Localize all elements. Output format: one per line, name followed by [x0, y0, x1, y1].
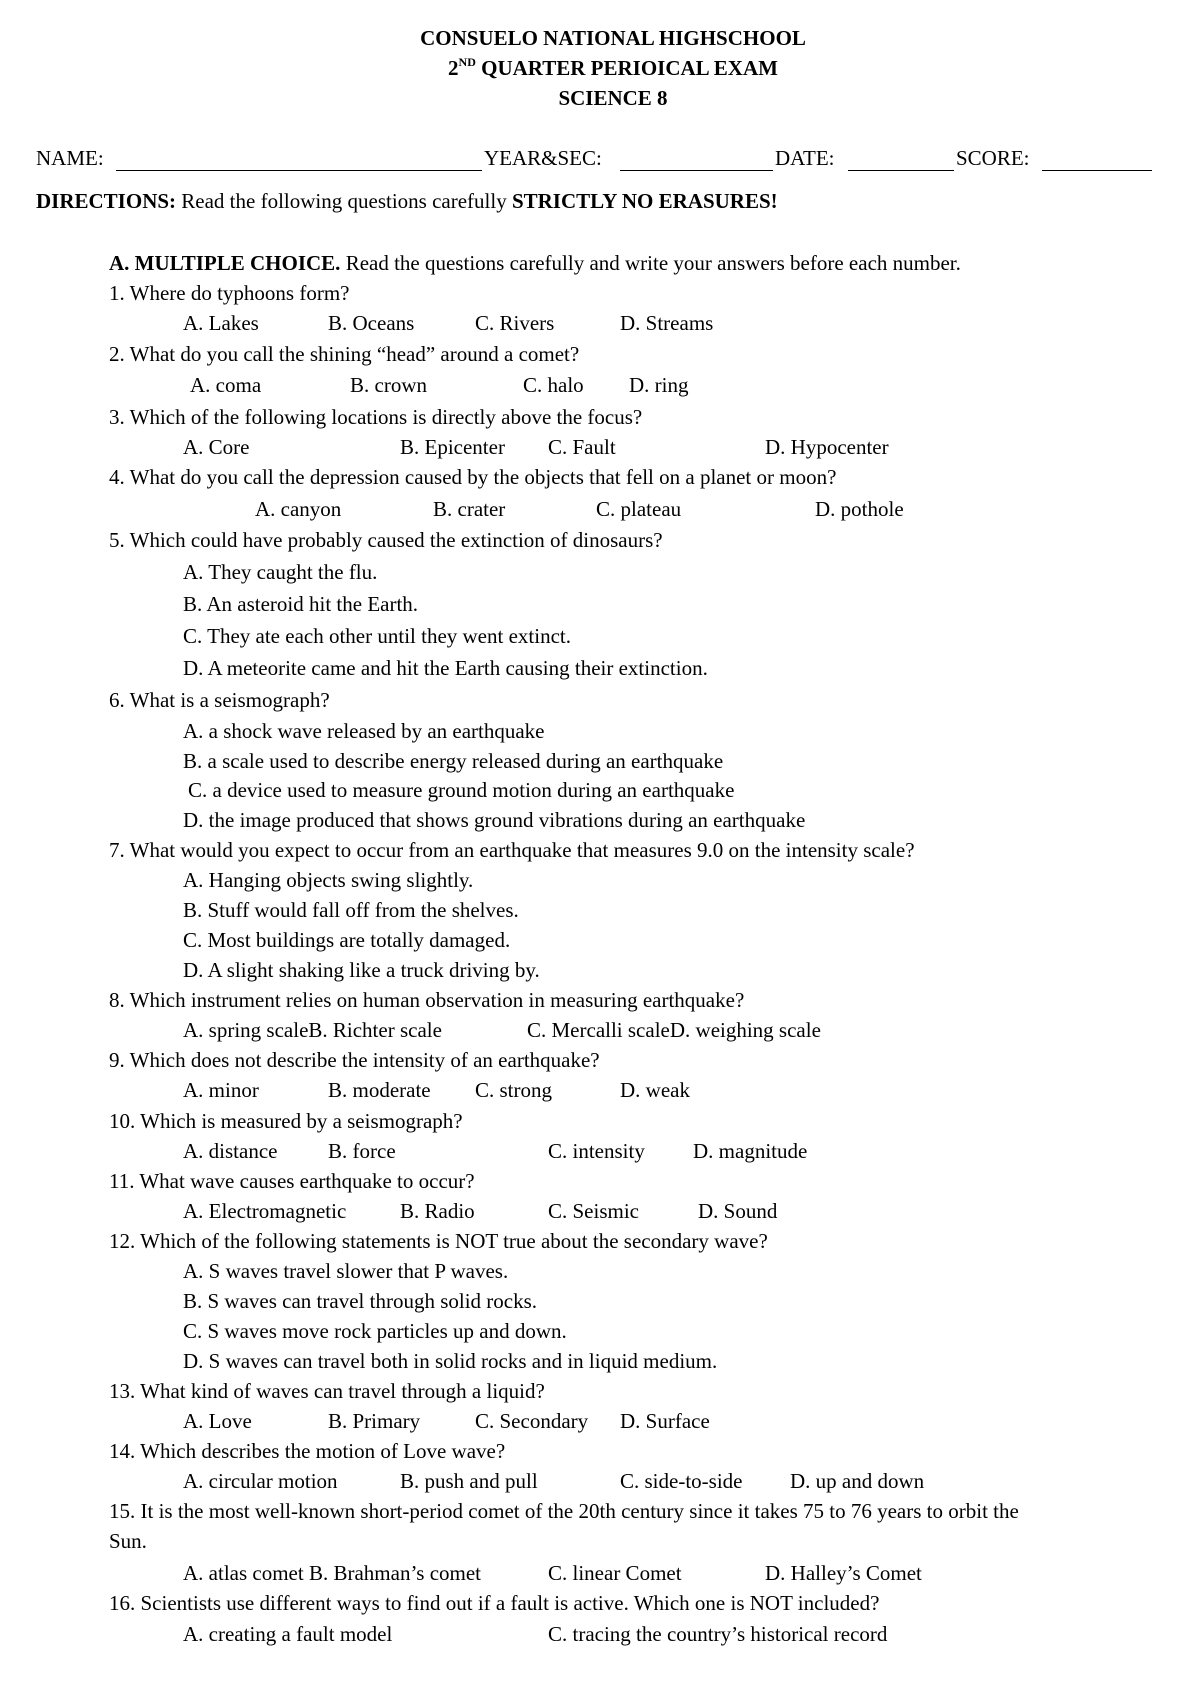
q7-option-a: A. Hanging objects swing slightly.	[183, 868, 474, 892]
question-16: 16. Scientists use different ways to find out if a fault is active. Which one is NOT included?	[109, 1591, 880, 1615]
q1-option-b: B. Oceans	[328, 311, 415, 335]
q3-option-d: D. Hypocenter	[765, 435, 889, 459]
q8-option-d: D. weighing scale	[669, 1018, 821, 1042]
exam-title: 2ND QUARTER PERIOICAL EXAM	[448, 55, 778, 80]
q3-option-b: B. Epicenter	[400, 435, 505, 459]
q12-option-c: C. S waves move rock particles up and down.	[183, 1319, 567, 1343]
question-15-cont: Sun.	[109, 1529, 147, 1553]
question-6: 6. What is a seismograph?	[109, 688, 330, 712]
q10-option-c: C. intensity	[548, 1139, 645, 1163]
q15-option-b: B. Brahman’s comet	[308, 1561, 482, 1585]
q2-option-d: D. ring	[629, 373, 689, 397]
question-11: 11. What wave causes earthquake to occur?	[109, 1169, 475, 1193]
q6-option-c: C. a device used to measure ground motion during an earthquake	[188, 778, 735, 802]
q16-option-c: C. tracing the country’s historical record	[548, 1622, 888, 1646]
date-label: DATE:	[775, 146, 835, 170]
q11-option-a: A. Electromagnetic	[183, 1199, 347, 1223]
q8-option-c: C. Mercalli scaleD. weighing scale	[527, 1018, 821, 1042]
q15-option-c: C. linear Comet	[548, 1561, 682, 1585]
q13-option-d: D. Surface	[620, 1409, 710, 1433]
q5-option-c: C. They ate each other until they went extinct.	[183, 624, 571, 648]
q16-option-a: A. creating a fault model	[183, 1622, 393, 1646]
question-4: 4. What do you call the depression caused by the objects that fell on a planet or moon?	[109, 465, 837, 489]
q11-option-c: C. Seismic	[548, 1199, 640, 1223]
q5-option-d: D. A meteorite came and hit the Earth causing their extinction.	[183, 656, 708, 680]
question-5: 5. Which could have probably caused the extinction of dinosaurs?	[109, 528, 663, 552]
q10-option-b: B. force	[328, 1139, 396, 1163]
q2-option-a: A. coma	[190, 373, 262, 397]
question-13: 13. What kind of waves can travel through a liquid?	[109, 1379, 545, 1403]
question-3: 3. Which of the following locations is directly above the focus?	[109, 405, 643, 429]
score-line[interactable]	[1042, 170, 1152, 171]
q13-option-b: B. Primary	[328, 1409, 421, 1433]
q4-option-b: B. crater	[433, 497, 506, 521]
q9-option-b: B. moderate	[328, 1078, 431, 1102]
q3-option-c: C. Fault	[548, 435, 616, 459]
q13-option-c: C. Secondary	[475, 1409, 589, 1433]
q8-option-a: A. spring scaleB. Richter scale	[183, 1018, 442, 1042]
q12-option-d: D. S waves can travel both in solid rocks and in liquid medium.	[183, 1349, 718, 1373]
subject-title: SCIENCE 8	[558, 86, 668, 110]
q12-option-b: B. S waves can travel through solid rocks.	[183, 1289, 538, 1313]
q4-option-d: D. pothole	[815, 497, 904, 521]
question-10: 10. Which is measured by a seismograph?	[109, 1109, 463, 1133]
q14-option-c: C. side-to-side	[620, 1469, 743, 1493]
question-2: 2. What do you call the shining “head” around a comet?	[109, 342, 580, 366]
q10-option-a: A. distance	[183, 1139, 278, 1163]
q10-option-d: D. magnitude	[693, 1139, 808, 1163]
q14-option-d: D. up and down	[790, 1469, 925, 1493]
question-1: 1. Where do typhoons form?	[109, 281, 350, 305]
section-a-heading: A. MULTIPLE CHOICE. Read the questions carefully and write your answers before each number.	[109, 251, 961, 275]
q13-option-a: A. Love	[183, 1409, 252, 1433]
q15-option-d: D. Halley’s Comet	[765, 1561, 922, 1585]
q6-option-d: D. the image produced that shows ground vibrations during an earthquake	[183, 808, 806, 832]
question-15: 15. It is the most well-known short-period comet of the 20th century since it takes 75 to 76 years to orbit the	[109, 1499, 1019, 1523]
q1-option-d: D. Streams	[620, 311, 714, 335]
q14-option-b: B. push and pull	[400, 1469, 538, 1493]
q15-option-a: A. atlas comet B. Brahman’s comet	[183, 1561, 482, 1585]
q4-option-a: A. canyon	[255, 497, 342, 521]
question-9: 9. Which does not describe the intensity of an earthquake?	[109, 1048, 600, 1072]
name-line[interactable]	[116, 170, 482, 171]
question-8: 8. Which instrument relies on human observation in measuring earthquake?	[109, 988, 745, 1012]
q11-option-b: B. Radio	[400, 1199, 475, 1223]
question-7: 7. What would you expect to occur from an earthquake that measures 9.0 on the intensity scale?	[109, 838, 915, 862]
q1-option-c: C. Rivers	[475, 311, 555, 335]
year-sec-line[interactable]	[620, 170, 773, 171]
q2-option-b: B. crown	[350, 373, 427, 397]
q14-option-a: A. circular motion	[183, 1469, 338, 1493]
q7-option-c: C. Most buildings are totally damaged.	[183, 928, 511, 952]
question-12: 12. Which of the following statements is NOT true about the secondary wave?	[109, 1229, 768, 1253]
q5-option-b: B. An asteroid hit the Earth.	[183, 592, 419, 616]
q11-option-d: D. Sound	[698, 1199, 778, 1223]
q9-option-a: A. minor	[183, 1078, 259, 1102]
q1-option-a: A. Lakes	[183, 311, 259, 335]
q9-option-c: C. strong	[475, 1078, 553, 1102]
score-label: SCORE:	[956, 146, 1030, 170]
q9-option-d: D. weak	[620, 1078, 690, 1102]
q3-option-a: A. Core	[183, 435, 250, 459]
q6-option-a: A. a shock wave released by an earthquake	[183, 719, 545, 743]
q6-option-b: B. a scale used to describe energy released during an earthquake	[183, 749, 724, 773]
question-14: 14. Which describes the motion of Love wave?	[109, 1439, 506, 1463]
q4-option-c: C. plateau	[596, 497, 682, 521]
q2-option-c: C. halo	[523, 373, 584, 397]
q12-option-a: A. S waves travel slower that P waves.	[183, 1259, 509, 1283]
directions: DIRECTIONS: Read the following questions carefully STRICTLY NO ERASURES!	[36, 189, 778, 213]
q7-option-d: D. A slight shaking like a truck driving by.	[183, 958, 540, 982]
school-name: CONSUELO NATIONAL HIGHSCHOOL	[420, 26, 806, 50]
name-label: NAME:	[36, 146, 104, 170]
q8-option-b: B. Richter scale	[308, 1018, 442, 1042]
q7-option-b: B. Stuff would fall off from the shelves.	[183, 898, 519, 922]
q5-option-a: A. They caught the flu.	[183, 560, 378, 584]
date-line[interactable]	[848, 170, 954, 171]
year-sec-label: YEAR&SEC:	[484, 146, 602, 170]
